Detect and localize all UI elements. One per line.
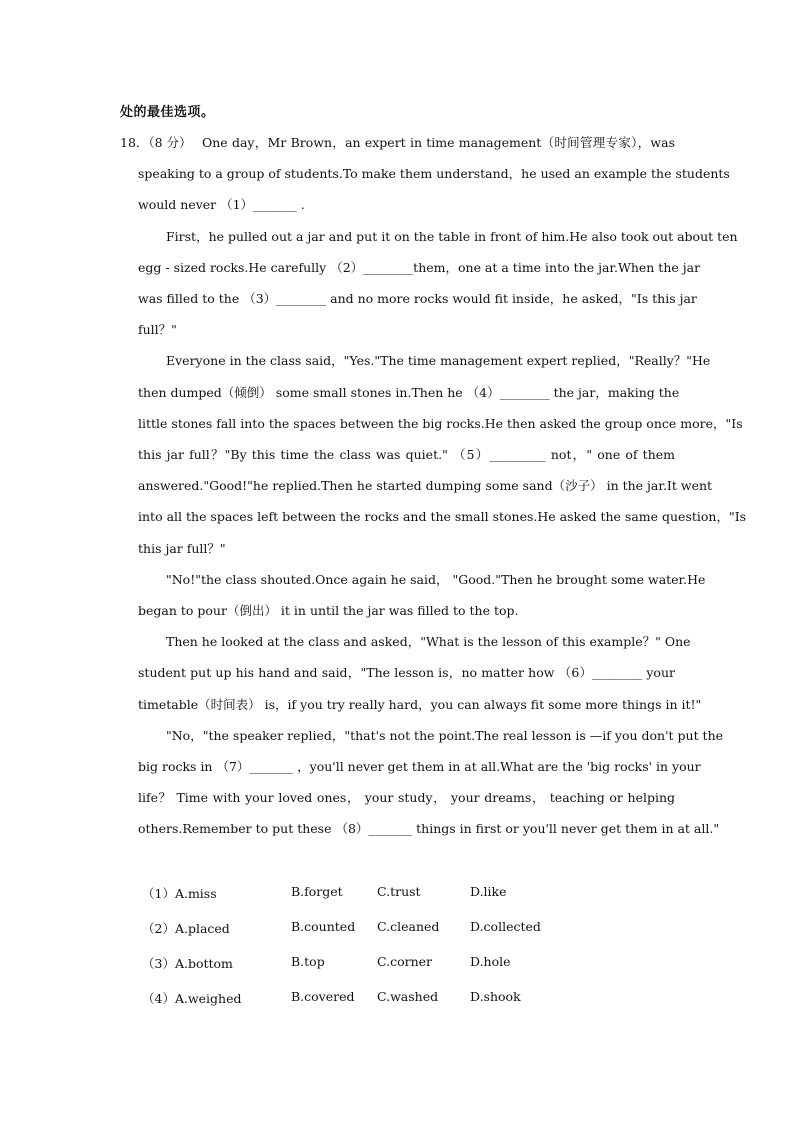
option-c[interactable]: C.corner <box>377 954 433 969</box>
passage-line: "No，"the speaker replied，"that's not the point.The real lesson is —if you don't put the <box>166 728 724 743</box>
section-heading: 处的最佳选项。 <box>120 105 215 120</box>
passage-line: began to pour（倒出） it in until the jar was filled to the top. <box>138 603 519 618</box>
passage-line: speaking to a group of students.To make them understand，he used an example the students <box>138 166 730 181</box>
passage-line: "No!"the class shouted.Once again he said， "Good."Then he brought some water.He <box>166 572 706 587</box>
passage-line: then dumped（倾倒） some small stones in.Then he （4）________ the jar，making the <box>138 385 680 400</box>
question-number: 18．（8 分） <box>120 135 192 150</box>
passage-line: egg - sized rocks.He carefully （2）________them，one at a time into the jar.When the jar <box>138 260 701 275</box>
passage-line: this jar full？"By this time the class was quiet." （5）_________ not，" one of them <box>138 447 675 462</box>
passage-line: big rocks in （7）_______ ，you'll never get them in at all.What are the 'big rocks' in your <box>138 759 701 774</box>
passage-line: First，he pulled out a jar and put it on the table in front of him.He also took out about ten <box>166 229 738 244</box>
option-b[interactable]: B.covered <box>291 989 355 1004</box>
option-c[interactable]: C.washed <box>377 989 439 1004</box>
option-d[interactable]: D.collected <box>470 919 541 934</box>
passage-line: Everyone in the class said，"Yes."The time management expert replied，"Really？"He <box>166 353 711 368</box>
passage-line: into all the spaces left between the rocks and the small stones.He asked the same question，"Is <box>138 509 747 524</box>
passage-line: little stones fall into the spaces between the big rocks.He then asked the group once more，"Is <box>138 416 743 431</box>
option-c[interactable]: C.trust <box>377 884 421 899</box>
option-b[interactable]: B.counted <box>291 919 356 934</box>
passage-line: answered."Good!"he replied.Then he started dumping some sand（沙子） in the jar.It went <box>138 478 713 493</box>
option-b[interactable]: B.top <box>291 954 325 969</box>
option-b[interactable]: B.forget <box>291 884 343 899</box>
passage-line: life？ Time with your loved ones， your study， your dreams， teaching or helping <box>138 790 675 805</box>
passage-line: Then he looked at the class and asked，"What is the lesson of this example？" One <box>166 634 691 649</box>
option-a[interactable]: （1）A.miss <box>142 886 217 901</box>
passage-line: this jar full？" <box>138 541 226 556</box>
option-d[interactable]: D.like <box>470 884 507 899</box>
option-c[interactable]: C.cleaned <box>377 919 440 934</box>
option-a[interactable]: （4）A.weighed <box>142 991 242 1006</box>
option-d[interactable]: D.hole <box>470 954 511 969</box>
passage-line: would never （1）_______ . <box>138 197 305 212</box>
passage-line: was filled to the （3）________ and no more rocks would fit inside，he asked，"Is this jar <box>138 291 697 306</box>
option-d[interactable]: D.shook <box>470 989 521 1004</box>
passage-line: others.Remember to put these （8）_______ things in first or you'll never get them in at all." <box>138 821 720 836</box>
passage-line: timetable（时间表） is，if you try really hard，you can always fit some more things in it!" <box>138 697 702 712</box>
option-a[interactable]: （3）A.bottom <box>142 956 233 971</box>
passage-line: One day，Mr Brown，an expert in time management（时间管理专家），was <box>202 135 675 150</box>
passage-line: full？" <box>138 322 177 337</box>
option-a[interactable]: （2）A.placed <box>142 921 230 936</box>
passage-line: student put up his hand and said，"The lesson is，no matter how （6）________ your <box>138 665 675 680</box>
